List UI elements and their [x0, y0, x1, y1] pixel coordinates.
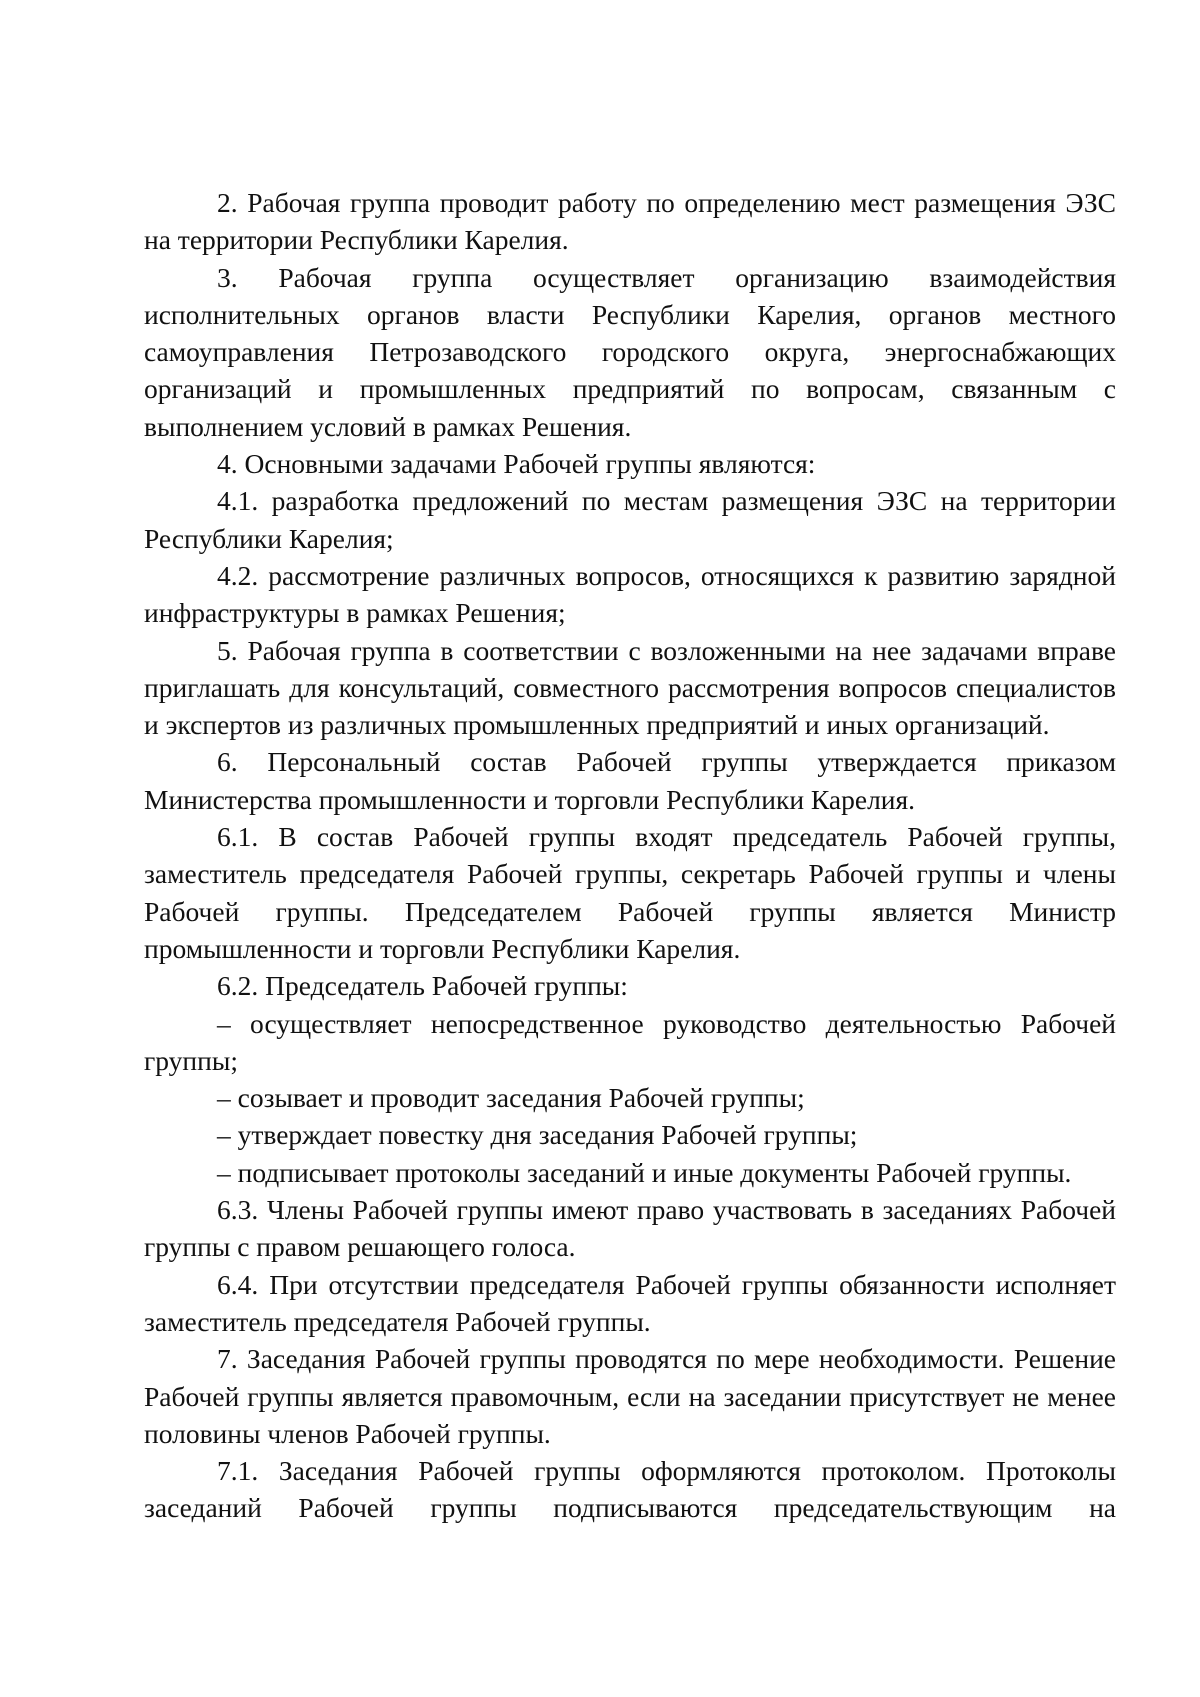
paragraph-6-2: 6.2. Председатель Рабочей группы:	[217, 970, 628, 1002]
paragraph-4-1: 4.1. разработка предложений по местам размещения ЭЗС на территории Республики Карелия;	[144, 485, 1116, 554]
paragraph-3: 3. Рабочая группа осуществляет организацию взаимодействия исполнительных органов власти Республики Карелия, органов местного самоуправления Петрозаводского городского округа, энергоснабжающих организаций и промышленных предприятий по вопросам, связанным с выполнением условий в рамках Решения.	[144, 261, 1116, 442]
list-item-dash: – утверждает повестку дня заседания Рабочей группы;	[217, 1119, 858, 1151]
paragraph-6-4: 6.4. При отсутствии председателя Рабочей группы обязанности исполняет заместитель председателя Рабочей группы.	[144, 1268, 1116, 1337]
paragraph-7-1: 7.1. Заседания Рабочей группы оформляются протоколом. Протоколы заседаний Рабочей группы подписываются председательствующим на	[144, 1455, 1116, 1524]
paragraph-6-3: 6.3. Члены Рабочей группы имеют право участвовать в заседаниях Рабочей группы с правом решающего голоса.	[144, 1194, 1116, 1263]
list-item-dash: – подписывает протоколы заседаний и иные документы Рабочей группы.	[217, 1156, 1072, 1188]
list-item-dash: – созывает и проводит заседания Рабочей группы;	[217, 1082, 805, 1114]
paragraph-6: 6. Персональный состав Рабочей группы утверждается приказом Министерства промышленности и торговли Республики Карелия.	[144, 746, 1116, 815]
paragraph-4: 4. Основными задачами Рабочей группы являются:	[217, 448, 816, 480]
paragraph-7: 7. Заседания Рабочей группы проводятся по мере необходимости. Решение Рабочей группы является правомочным, если на заседании присутствует не менее половины членов Рабочей группы.	[144, 1343, 1116, 1449]
paragraph-2: 2. Рабочая группа проводит работу по определению мест размещения ЭЗС на территории Республики Карелия.	[144, 187, 1116, 256]
document-body	[144, 184, 1116, 1527]
paragraph-4-2: 4.2. рассмотрение различных вопросов, относящихся к развитию зарядной инфраструктуры в рамках Решения;	[144, 559, 1116, 629]
list-item-dash: – осуществляет непосредственное руководство деятельностью Рабочей группы;	[144, 1007, 1116, 1076]
paragraph-6-1: 6.1. В состав Рабочей группы входят председатель Рабочей группы, заместитель председателя Рабочей группы, секретарь Рабочей группы и члены Рабочей группы. Председателем Рабочей группы является Министр промышленности и торговли Республики Карелия.	[144, 821, 1116, 964]
paragraph-5: 5. Рабочая группа в соответствии с возложенными на нее задачами вправе приглашать для консультаций, совместного рассмотрения вопросов специалистов и экспертов из различных промышленных предприятий и иных организаций.	[144, 634, 1116, 741]
